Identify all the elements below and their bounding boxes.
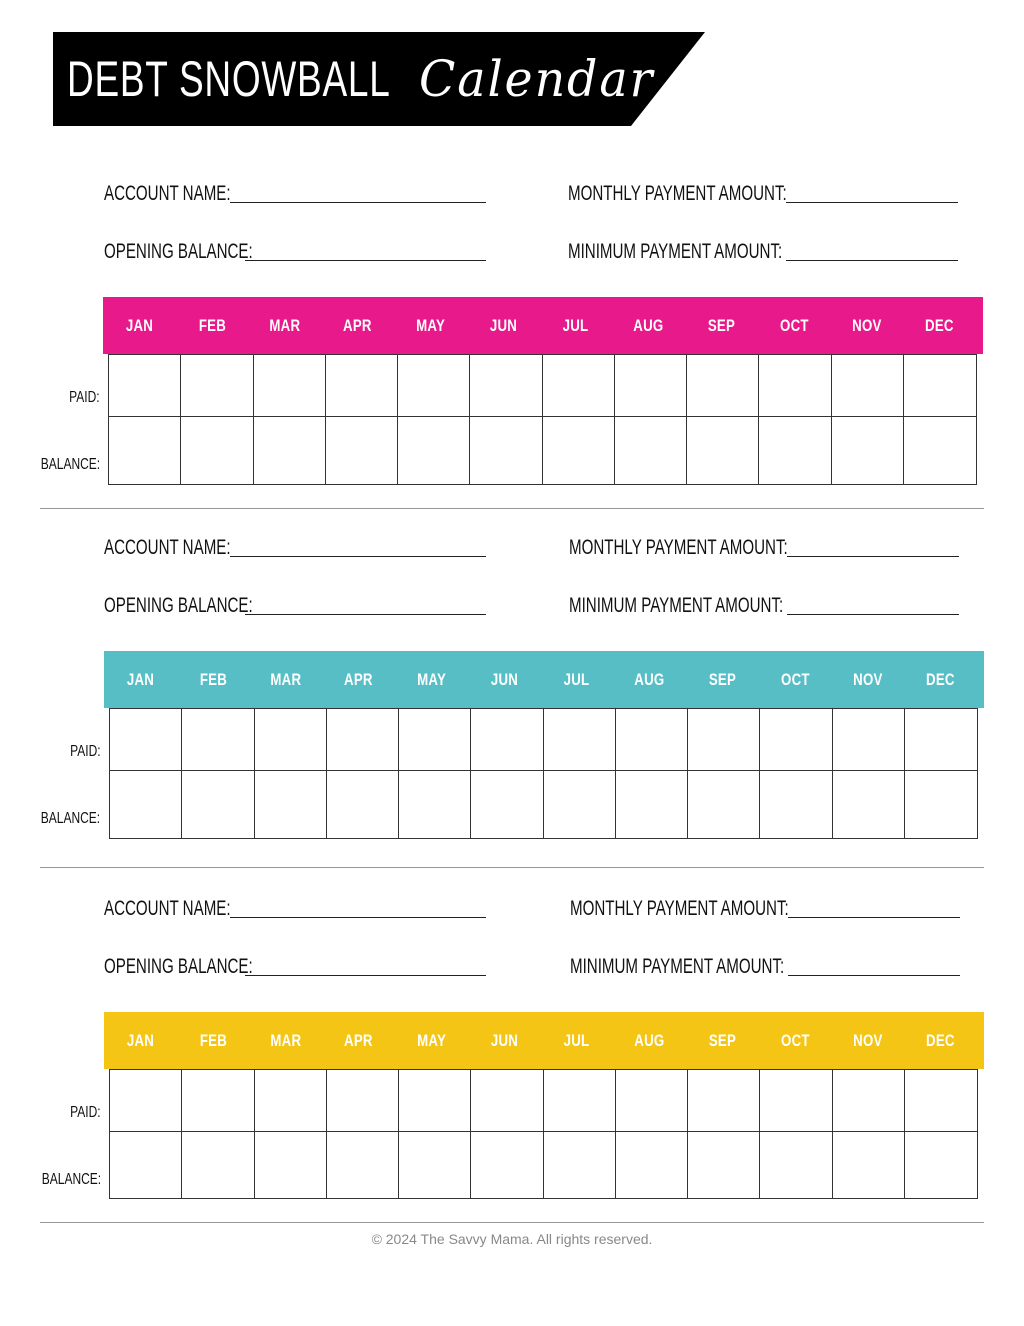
- balance-cell-feb[interactable]: [182, 1132, 254, 1198]
- paid-cell-apr[interactable]: [327, 709, 399, 771]
- balance-cell-nov[interactable]: [832, 417, 904, 484]
- paid-row-label: PAID:: [70, 743, 101, 760]
- month-label-nov: NOV: [853, 669, 883, 689]
- copyright-footer: © 2024 The Savvy Mama. All rights reserved.: [371, 1231, 653, 1247]
- month-label-dec: DEC: [926, 1030, 955, 1050]
- month-label-dec: DEC: [925, 315, 954, 335]
- balance-cell-jul[interactable]: [544, 1132, 616, 1198]
- monthly-payment-label: MONTHLY PAYMENT AMOUNT:: [568, 182, 787, 205]
- monthly-payment-label: MONTHLY PAYMENT AMOUNT:: [570, 897, 789, 920]
- balance-row-label: BALANCE:: [41, 1171, 101, 1188]
- balance-cell-feb[interactable]: [181, 417, 253, 484]
- opening-balance-label: OPENING BALANCE:: [104, 594, 253, 617]
- opening-balance-input-line[interactable]: [245, 260, 486, 261]
- minimum-payment-label: MINIMUM PAYMENT AMOUNT:: [569, 594, 784, 617]
- paid-cell-dec[interactable]: [904, 355, 976, 417]
- account-name-input-line[interactable]: [230, 202, 486, 203]
- month-label-oct: OCT: [779, 315, 809, 335]
- account-name-input-line[interactable]: [230, 917, 486, 918]
- balance-cell-aug[interactable]: [615, 417, 687, 484]
- month-label-sep: SEP: [708, 1030, 736, 1050]
- section-divider: [40, 867, 984, 868]
- month-label-jun: JUN: [489, 315, 517, 335]
- month-label-mar: MAR: [270, 669, 302, 689]
- month-label-nov: NOV: [853, 1030, 883, 1050]
- balance-cell-may[interactable]: [399, 1132, 471, 1198]
- minimum-payment-field[interactable]: [568, 238, 958, 264]
- section-divider: [40, 508, 984, 509]
- balance-cell-aug[interactable]: [616, 771, 688, 838]
- balance-cell-mar[interactable]: [255, 771, 327, 838]
- paid-cell-oct[interactable]: [760, 709, 832, 771]
- minimum-payment-input-line[interactable]: [787, 614, 959, 615]
- minimum-payment-field[interactable]: [569, 592, 959, 618]
- balance-cell-jan[interactable]: [109, 417, 181, 484]
- balance-cell-may[interactable]: [399, 771, 471, 838]
- month-label-jan: JAN: [126, 1030, 154, 1050]
- paid-cell-aug[interactable]: [616, 1070, 688, 1132]
- month-label-mar: MAR: [269, 315, 301, 335]
- paid-cell-jul[interactable]: [544, 709, 616, 771]
- minimum-payment-label: MINIMUM PAYMENT AMOUNT:: [568, 240, 783, 263]
- month-label-feb: FEB: [199, 1030, 227, 1050]
- paid-cell-jul[interactable]: [543, 355, 615, 417]
- paid-cell-jun[interactable]: [470, 355, 542, 417]
- paid-cell-mar[interactable]: [254, 355, 326, 417]
- paid-cell-jun[interactable]: [471, 1070, 543, 1132]
- month-label-feb: FEB: [198, 315, 226, 335]
- account-name-label: ACCOUNT NAME:: [104, 182, 231, 205]
- balance-cell-dec[interactable]: [905, 771, 977, 838]
- title-bold: DEBT SNOWBALL: [67, 51, 391, 107]
- balance-cell-nov[interactable]: [833, 1132, 905, 1198]
- month-label-apr: APR: [344, 669, 373, 689]
- paid-cell-mar[interactable]: [255, 1070, 327, 1132]
- paid-cell-sep[interactable]: [688, 709, 760, 771]
- paid-cell-aug[interactable]: [615, 355, 687, 417]
- paid-cell-mar[interactable]: [255, 709, 327, 771]
- month-label-dec: DEC: [926, 669, 955, 689]
- paid-cell-sep[interactable]: [687, 355, 759, 417]
- paid-cell-dec[interactable]: [905, 709, 977, 771]
- balance-cell-jun[interactable]: [470, 417, 542, 484]
- paid-cell-nov[interactable]: [833, 709, 905, 771]
- paid-row-label: PAID:: [69, 389, 100, 406]
- month-label-mar: MAR: [270, 1030, 302, 1050]
- balance-cell-jun[interactable]: [471, 1132, 543, 1198]
- balance-cell-mar[interactable]: [255, 1132, 327, 1198]
- paid-cell-may[interactable]: [398, 355, 470, 417]
- paid-cell-oct[interactable]: [759, 355, 831, 417]
- month-label-jul: JUL: [562, 315, 589, 335]
- balance-cell-mar[interactable]: [254, 417, 326, 484]
- account-name-label: ACCOUNT NAME:: [104, 897, 231, 920]
- balance-cell-apr[interactable]: [326, 417, 398, 484]
- balance-cell-sep[interactable]: [688, 1132, 760, 1198]
- opening-balance-field[interactable]: [104, 953, 486, 979]
- title-banner: [53, 32, 705, 126]
- month-label-apr: APR: [344, 1030, 373, 1050]
- paid-cell-may[interactable]: [399, 709, 471, 771]
- balance-cell-jan[interactable]: [110, 1132, 182, 1198]
- month-label-sep: SEP: [708, 669, 736, 689]
- month-label-may: MAY: [416, 669, 446, 689]
- balance-cell-apr[interactable]: [327, 771, 399, 838]
- payment-grid: [109, 708, 978, 839]
- monthly-payment-input-line[interactable]: [787, 556, 959, 557]
- balance-cell-oct[interactable]: [760, 1132, 832, 1198]
- paid-cell-oct[interactable]: [760, 1070, 832, 1132]
- minimum-payment-field[interactable]: [570, 953, 960, 979]
- paid-cell-jan[interactable]: [109, 355, 181, 417]
- month-label-jul: JUL: [563, 1030, 590, 1050]
- paid-cell-feb[interactable]: [181, 355, 253, 417]
- balance-cell-dec[interactable]: [904, 417, 976, 484]
- balance-row-label: BALANCE:: [40, 456, 100, 473]
- minimum-payment-input-line[interactable]: [786, 260, 958, 261]
- balance-cell-jul[interactable]: [543, 417, 615, 484]
- paid-cell-jan[interactable]: [110, 1070, 182, 1132]
- paid-cell-nov[interactable]: [832, 355, 904, 417]
- paid-cell-feb[interactable]: [182, 1070, 254, 1132]
- balance-cell-may[interactable]: [398, 417, 470, 484]
- month-label-jan: JAN: [125, 315, 153, 335]
- payment-grid: [108, 354, 977, 485]
- account-name-input-line[interactable]: [230, 556, 486, 557]
- month-label-may: MAY: [416, 1030, 446, 1050]
- opening-balance-label: OPENING BALANCE:: [104, 955, 253, 978]
- paid-cell-nov[interactable]: [833, 1070, 905, 1132]
- month-label-aug: AUG: [634, 669, 665, 689]
- opening-balance-input-line[interactable]: [245, 614, 486, 615]
- month-label-aug: AUG: [633, 315, 664, 335]
- month-label-jul: JUL: [563, 669, 590, 689]
- paid-cell-jun[interactable]: [471, 709, 543, 771]
- opening-balance-field[interactable]: [104, 238, 486, 264]
- monthly-payment-field[interactable]: [568, 180, 958, 206]
- month-label-nov: NOV: [852, 315, 882, 335]
- paid-cell-aug[interactable]: [616, 709, 688, 771]
- paid-cell-apr[interactable]: [326, 355, 398, 417]
- paid-cell-feb[interactable]: [182, 709, 254, 771]
- month-label-feb: FEB: [199, 669, 227, 689]
- balance-cell-apr[interactable]: [327, 1132, 399, 1198]
- balance-cell-oct[interactable]: [759, 417, 831, 484]
- month-label-jun: JUN: [490, 1030, 518, 1050]
- month-label-may: MAY: [415, 315, 445, 335]
- month-label-aug: AUG: [634, 1030, 665, 1050]
- paid-cell-may[interactable]: [399, 1070, 471, 1132]
- opening-balance-field[interactable]: [104, 592, 486, 618]
- footer-divider: [40, 1222, 984, 1223]
- balance-cell-nov[interactable]: [833, 771, 905, 838]
- balance-cell-feb[interactable]: [182, 771, 254, 838]
- balance-cell-jun[interactable]: [471, 771, 543, 838]
- balance-cell-oct[interactable]: [760, 771, 832, 838]
- opening-balance-input-line[interactable]: [245, 975, 486, 976]
- paid-cell-sep[interactable]: [688, 1070, 760, 1132]
- monthly-payment-field[interactable]: [570, 895, 960, 921]
- paid-row-label: PAID:: [70, 1104, 101, 1121]
- balance-cell-jul[interactable]: [544, 771, 616, 838]
- month-label-sep: SEP: [707, 315, 735, 335]
- balance-cell-sep[interactable]: [687, 417, 759, 484]
- month-label-apr: APR: [343, 315, 372, 335]
- balance-cell-aug[interactable]: [616, 1132, 688, 1198]
- payment-grid: [109, 1069, 978, 1199]
- monthly-payment-field[interactable]: [569, 534, 959, 560]
- balance-cell-dec[interactable]: [905, 1132, 977, 1198]
- paid-cell-apr[interactable]: [327, 1070, 399, 1132]
- account-name-label: ACCOUNT NAME:: [104, 536, 231, 559]
- title-script: Calendar: [419, 50, 655, 108]
- paid-cell-jan[interactable]: [110, 709, 182, 771]
- monthly-payment-input-line[interactable]: [786, 202, 958, 203]
- month-label-jun: JUN: [490, 669, 518, 689]
- minimum-payment-input-line[interactable]: [788, 975, 960, 976]
- month-label-oct: OCT: [780, 669, 810, 689]
- month-header-bar: [104, 651, 984, 708]
- minimum-payment-label: MINIMUM PAYMENT AMOUNT:: [570, 955, 785, 978]
- balance-row-label: BALANCE:: [41, 810, 101, 827]
- month-label-jan: JAN: [126, 669, 154, 689]
- paid-cell-jul[interactable]: [544, 1070, 616, 1132]
- monthly-payment-input-line[interactable]: [788, 917, 960, 918]
- month-header-bar: [103, 297, 983, 354]
- balance-cell-jan[interactable]: [110, 771, 182, 838]
- balance-cell-sep[interactable]: [688, 771, 760, 838]
- monthly-payment-label: MONTHLY PAYMENT AMOUNT:: [569, 536, 788, 559]
- month-label-oct: OCT: [780, 1030, 810, 1050]
- account-name-field[interactable]: [104, 180, 486, 206]
- account-name-field[interactable]: [104, 534, 486, 560]
- paid-cell-dec[interactable]: [905, 1070, 977, 1132]
- account-name-field[interactable]: [104, 895, 486, 921]
- opening-balance-label: OPENING BALANCE:: [104, 240, 253, 263]
- month-header-bar: [104, 1012, 984, 1069]
